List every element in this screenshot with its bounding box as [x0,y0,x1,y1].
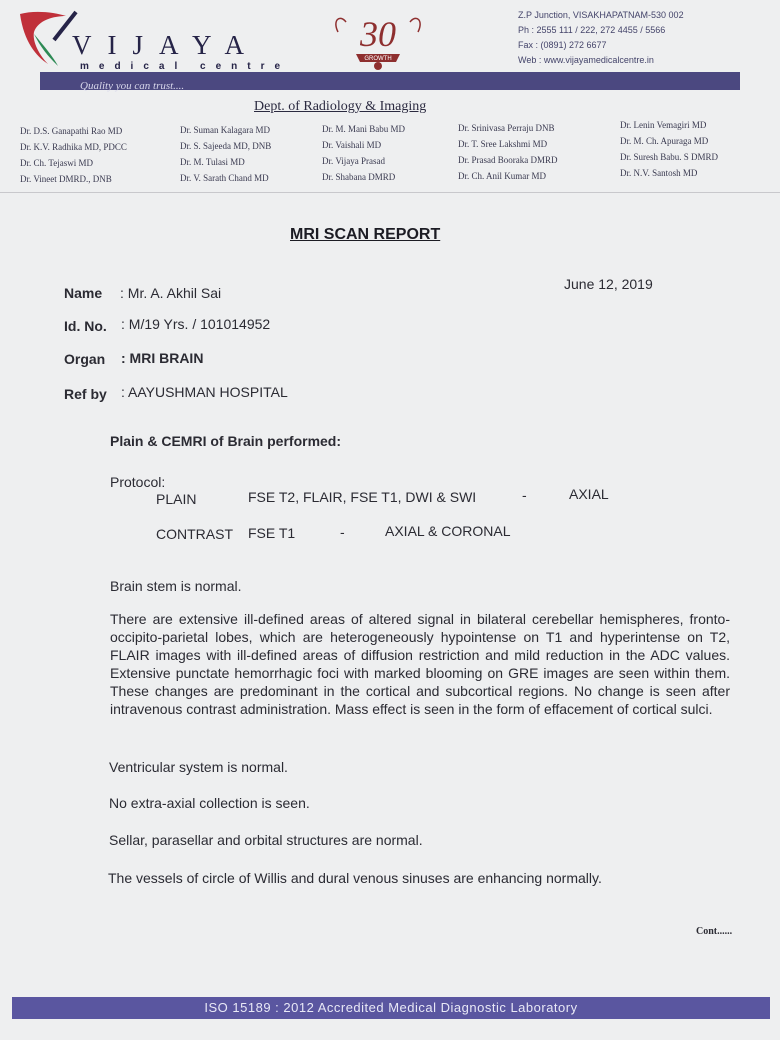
doctor-name: Dr. Suman Kalagara MD [180,125,270,135]
field-value-name: : Mr. A. Akhil Sai [120,285,222,301]
logo-subtitle: medical centre [80,61,291,72]
logo-wordmark: VIJAYA [72,30,261,60]
field-value-organ: : MRI BRAIN [121,350,204,366]
brainstem-finding: Brain stem is normal. [110,578,242,594]
doctor-name: Dr. M. Tulasi MD [180,157,245,167]
vessels-finding: The vessels of circle of Willis and dural venous sinuses are enhancing normally. [108,870,602,886]
protocol-contrast-label: CONTRAST [156,526,233,542]
doctor-name: Dr. Vaishali MD [322,140,382,150]
field-label-organ: Organ [64,351,106,367]
footer-accreditation: ISO 15189 : 2012 Accredited Medical Diagnostic Laboratory [204,1000,578,1015]
doctor-name: Dr. Ch. Tejaswi MD [20,158,93,168]
protocol-contrast-dash: - [340,524,345,540]
protocol-label: Protocol: [110,474,166,490]
protocol-plain-sequences: FSE T2, FLAIR, FSE T1, DWI & SWI [248,489,477,505]
anniversary-number: 30 [360,14,396,54]
field-value-refby: : AAYUSHMAN HOSPITAL [121,384,288,400]
protocol-plain-dash: - [522,487,527,503]
doctor-name: Dr. N.V. Santosh MD [620,168,698,178]
continued-note: Cont...... [696,926,733,937]
doctor-name: Dr. Suresh Babu. S DMRD [620,152,719,162]
extra-axial-finding: No extra-axial collection is seen. [109,795,310,811]
doctor-name: Dr. S. Sajeeda MD, DNB [180,141,272,151]
tagline: Quality you can trust.... [80,80,185,92]
protocol-plain-plane: AXIAL [569,486,609,502]
sellar-finding: Sellar, parasellar and orbital structures are normal. [109,832,423,848]
field-label-refby: Ref by [64,386,107,402]
contact-phone: Ph : 2555 111 / 222, 272 4455 / 5566 [518,25,666,35]
protocol-contrast-sequences: FSE T1 [248,525,296,541]
header-divider [0,192,780,193]
doctor-name: Dr. Vijaya Prasad [322,156,386,166]
ventricular-finding: Ventricular system is normal. [109,759,288,775]
doctor-name: Dr. V. Sarath Chand MD [180,173,269,183]
anniversary-emblem-icon [330,6,426,72]
department-title: Dept. of Radiology & Imaging [254,99,427,114]
doctor-name: Dr. Ch. Anil Kumar MD [458,171,547,181]
protocol-contrast-plane: AXIAL & CORONAL [385,523,511,539]
anniversary-label: GROWTH [364,56,392,62]
report-date: June 12, 2019 [564,276,653,292]
protocol-plain-label: PLAIN [156,491,197,507]
doctor-name: Dr. M. Ch. Apuraga MD [620,136,709,146]
doctor-name: Dr. Srinivasa Perraju DNB [458,123,555,133]
findings-paragraph: There are extensive ill-defined areas of altered signal in bilateral cerebellar hemispheres, fronto-occipito-parietal lobes, which are heterogeneously hypointense on T1 and hyperintense on T2, FLAIR images with ill-defined areas of diffusion restriction and mild reduction in the ADC values. Extensive punctate hemorrhagic foci with marked blooming on GRE images are seen within them. These changes are predominant in the cortical and subcortical regions. No change is seen after intravenous contrast administration. Mass effect is seen in the form of effacement of cortical sulci. [110,611,730,717]
performed-heading: Plain & CEMRI of Brain performed: [110,433,342,449]
field-label-id: Id. No. [64,318,107,334]
doctor-name: Dr. K.V. Radhika MD, PDCC [20,142,127,152]
doctor-name: Dr. T. Sree Lakshmi MD [458,139,548,149]
contact-web: Web : www.vijayamedicalcentre.in [518,55,654,65]
doctor-name: Dr. Lenin Vemagiri MD [620,120,707,130]
doctor-name: Dr. D.S. Ganapathi Rao MD [20,126,123,136]
doctor-name: Dr. M. Mani Babu MD [322,124,405,134]
field-label-name: Name [64,285,103,301]
contact-fax: Fax : (0891) 272 6677 [518,40,607,50]
contact-address: Z.P Junction, VISAKHAPATNAM-530 002 [518,10,684,20]
doctor-name: Dr. Vineet DMRD., DNB [20,174,112,184]
doctor-name: Dr. Prasad Booraka DMRD [458,155,558,165]
report-title: MRI SCAN REPORT [290,226,441,243]
field-value-id: : M/19 Yrs. / 101014952 [121,316,271,332]
doctor-name: Dr. Shabana DMRD [322,172,396,182]
